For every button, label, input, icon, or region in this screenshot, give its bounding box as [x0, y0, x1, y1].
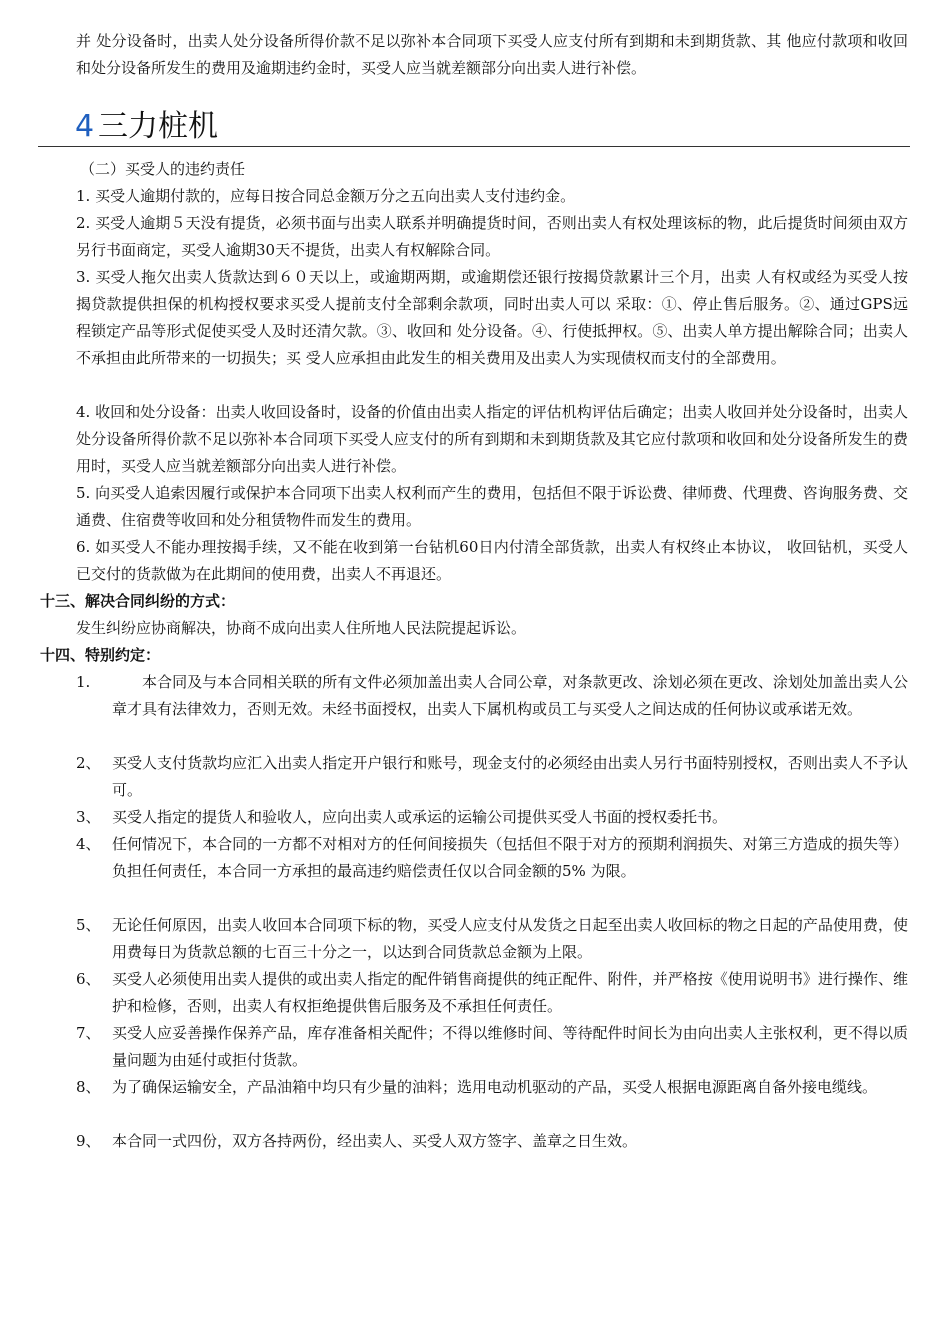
section-13-title: 十三、解决合同纠纷的方式： — [40, 592, 236, 610]
clause-number: 2、 — [76, 754, 101, 772]
section-14-title: 十四、特别约定： — [40, 646, 161, 664]
clause-text: 买受人支付货款均应汇入出卖人指定开户银行和账号，现金支付的必须经由出卖人另行书面特别授权，否则出卖人不予认可。 — [112, 754, 908, 799]
clause-number: 5、 — [76, 916, 101, 934]
clause-text: 买受人指定的提货人和验收人，应向出卖人或承运的运输公司提供买受人书面的授权委托书。 — [112, 808, 728, 826]
clause-9 — [76, 1128, 908, 1155]
clause-3 — [76, 804, 908, 831]
clause-7 — [76, 1020, 908, 1074]
breach-item: 4. 收回和处分设备：出卖人收回设备时，设备的价值由出卖人指定的评估机构评估后确定；出卖人收回并处分设备时，出卖人处分设备所得价款不足以弥补本合同项下买受人应支付的所有到期和未到期货款及其它应付款项和收回和处分设备所发生的费用时，买受人应当就差额部分向出卖人进行补偿。 — [76, 403, 908, 475]
heading-title: 三力桩机 — [98, 109, 218, 144]
clause-number: 3、 — [76, 808, 101, 826]
clause-number: 8、 — [76, 1078, 101, 1096]
clause-text: 本合同及与本合同相关联的所有文件必须加盖出卖人合同公章，对条款更改、涂划必须在更改、涂划处加盖出卖人公章才具有法律效力，否则无效。未经书面授权，出卖人下属机构或员工与买受人之间达成的任何协议或承诺无效。 — [112, 673, 908, 718]
subheading: （二）买受人的违约责任 — [80, 160, 246, 178]
clause-text: 无论任何原因，出卖人收回本合同项下标的物，买受人应支付从发货之日起至出卖人收回标的物之日起的产品使用费，使用费每日为货款总额的七百三十分之一，以达到合同货款总金额为上限。 — [112, 916, 908, 961]
clause-number: 7、 — [76, 1024, 101, 1042]
clause-2 — [76, 750, 908, 804]
clause-6 — [76, 966, 908, 1020]
clause-number: 1. — [76, 673, 91, 691]
breach-item: 1. 买受人逾期付款的，应每日按合同总金额万分之五向出卖人支付违约金。 — [76, 187, 576, 205]
clause-number: 6、 — [76, 970, 101, 988]
header-rule — [38, 108, 910, 147]
clause-text: 买受人必须使用出卖人提供的或出卖人指定的配件销售商提供的纯正配件、附件，并严格按《使用说明书》进行操作、维护和检修，否则，出卖人有权拒绝提供售后服务及不承担任何责任。 — [112, 970, 908, 1015]
breach-item: 2. 买受人逾期５天没有提货，必须书面与出卖人联系并明确提货时间，否则出卖人有权处理该标的物，此后提货时间须由双方另行书面商定，买受人逾期30天不提货，出卖人有权解除合同。 — [76, 214, 908, 259]
clause-number: 9、 — [76, 1132, 101, 1150]
clause-text: 任何情况下，本合同的一方都不对相对方的任何间接损失（包括但不限于对方的预期利润损失、对第三方造成的损失等）负担任何责任，本合同一方承担的最高违约赔偿责任仅以合同金额的5% 为限。 — [112, 835, 908, 880]
breach-item: 3. 买受人拖欠出卖人货款达到６０天以上，或逾期两期，或逾期偿还银行按揭贷款累计三个月，出卖 人有权或经为买受人按揭贷款提供担保的机构授权要求买受人提前支付全部剩余款项，同时出卖人可以 采取：①、停止售后服务。②、通过GPS远程锁定产品等形式促使买受人及时还清欠款。③、收回和 处分设备。④、行使抵押权。⑤、出卖人单方提出解除合同；出卖人不承担由此所带来的一切损失；买 受人应承担由此发生的相关费用及出卖人为实现债权而支付的全部费用。 — [76, 268, 908, 367]
heading-number: 4 — [75, 109, 95, 144]
clause-4 — [76, 831, 908, 885]
breach-item: 5. 向买受人追索因履行或保护本合同项下出卖人权利而产生的费用，包括但不限于诉讼费、律师费、代理费、咨询服务费、交通费、住宿费等收回和处分租赁物件而发生的费用。 — [76, 484, 908, 529]
clause-number: 4、 — [76, 835, 101, 853]
clause-text: 为了确保运输安全，产品油箱中均只有少量的油料；选用电动机驱动的产品，买受人根据电源距离自备外接电缆线。 — [112, 1078, 878, 1096]
clause-5 — [76, 912, 908, 966]
breach-item: 6. 如买受人不能办理按揭手续，又不能在收到第一台钻机60日内付清全部货款，出卖人有权终止本协议， 收回钻机，买受人已交付的货款做为在此期间的使用费，出卖人不再退还。 — [76, 538, 908, 583]
clause-1 — [76, 669, 908, 723]
clause-text: 本合同一式四份，双方各持两份，经出卖人、买受人双方签字、盖章之日生效。 — [112, 1132, 638, 1150]
paragraph-continued: 并 处分设备时，出卖人处分设备所得价款不足以弥补本合同项下买受人应支付所有到期和未到期货款、其 他应付款项和收回和处分设备所发生的费用及逾期违约金时，买受人应当就差额部分向出卖人进行补偿。 — [76, 32, 908, 77]
section-13-body: 发生纠纷应协商解决，协商不成向出卖人住所地人民法院提起诉讼。 — [76, 619, 527, 637]
clause-8 — [76, 1074, 908, 1101]
clause-text: 买受人应妥善操作保养产品，库存准备相关配件；不得以维修时间、等待配件时间长为由向出卖人主张权利，更不得以质量问题为由延付或拒付货款。 — [112, 1024, 908, 1069]
